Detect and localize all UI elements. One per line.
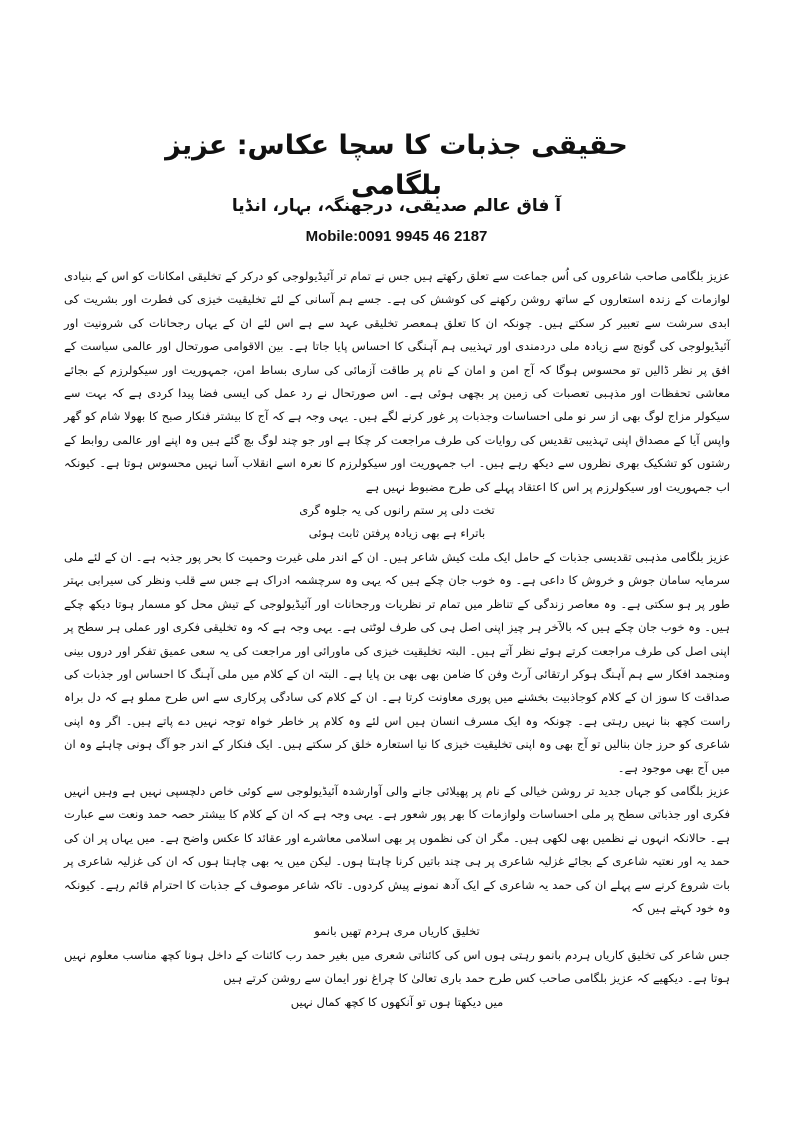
article-body [64,265,730,1014]
paragraph: عزیز بلگامی صاحب شاعروں کی اُس جماعت سے تعلق رکھتے ہیں جس نے تمام تر آئیڈیولوجی کو درکر کے تخلیقی امکانات کو اس کے بنیادی لوازمات کے زندہ استعاروں کے ساتھ روشن رکھنے کی کوشش کی ہے۔ جسے ہم آسانی کے لئے تخلیقیت خیزی کی فطرت اور بشریت کی ابدی سرشت سے تعبیر کر سکتے ہیں۔ چونکہ ان کا تعلق ہمعصر تخلیقی عہد سے ہے اس لئے ان کے یہاں رجحانات کی شرونیت اور آئیڈیولوجی کی گونج سے زیادہ ملی دردمندی اور تہذیبی ہم آہنگی کا احساس پایا جاتا ہے۔ بین الاقوامی صورتحال اور عالمی سیاست کے افق پر نظر ڈالیں تو محسوس ہوگا کہ آج امن و امان کے نام پر طاقت آزمائی کی ساری بساط امن، جمہوریت اور سیکولرزم کے بجائے معاشی تحفظات اور مذہبی تعصبات کی زمین پر بچھی ہوئی ہے۔ اس صورتحال نے رد عمل کی ایسی فضا پیدا کردی ہے کہ بہت سے سیکولر مزاج لوگ بھی از سر نو ملی احساسات وجذبات پر غور کرنے لگے ہیں۔ یہی وجہ ہے کہ آج کا بیشتر فنکار صبح کا بھولا شام کو گھر واپس آیا کے مصداق اپنی تہذیبی تقدیس کی روایات کی طرف مراجعت کر چکا ہے اور جو چند لوگ بچ گئے ہیں وہ اپنے اور عالمی روابط کے رشتوں کو تشکیک بھری نظروں سے دیکھ رہے ہیں۔ اب جمہوریت اور سیکولرزم کا نعرہ اسے انقلاب آسا نہیں محسوس ہوتا ہے۔ کیونکہ اب جمہوریت اور سیکولرزم پر اس کا اعتقاد پہلے کی طرح مضبوط نہیں ہے [64,269,730,494]
author-line: آ فاق عالم صدیقی، درجھنگہ، بہار، انڈیا [231,196,562,216]
paragraph: عزیز بلگامی مذہبی تقدیسی جذبات کے حامل ایک ملت کیش شاعر ہیں۔ ان کے اندر ملی غیرت وحمیت کا بحر پور جذبہ ہے۔ ان کے لئے ملی سرمایہ سامان جوش و خروش کا داعی ہے۔ وہ خوب جان چکے ہیں کہ یہی وہ سرچشمہ ادراک ہے جس سے قلب ونظر کی سیرابی بہتر طور پر ہو سکتی ہے۔ وہ معاصر زندگی کے تناظر میں تمام تر نظریات ورجحانات اور آئیڈیولوجی کے تیش محل کو مسمار ہوتا دیکھ چکے ہیں۔ وہ خوب جان چکے ہیں کہ بالآخر ہر چیز اپنی اصل ہی کی طرف لوٹتی ہے۔ یہی وجہ ہے کہ وہ تخلیقی فکری اور عملی ہر سطح پر اپنی اصل کی طرف مراجعت کرتے ہوئے نظر آتے ہیں۔ البتہ تخلیقیت خیزی کی ماورائی اور مراجعت کی یہ سعی عمیق تفکر اور دروں بینی ومنجمد افکار سے ہم آہنگ ہوکر ارتقائی آرٹ وفن کا ضامن بھی بھی بن پایا ہے۔ البتہ ان کے کلام میں ملی آہنگ کا احساس اور جذبات کی صداقت کا سوز ان کے کلام کوجاذبیت بخشنے میں پوری معاونت کرتا ہے۔ ان کے کلام کی سادگی پرکاری سے اس طرح مملو ہے کہ دل براہ راست کچھ بنا نہیں رہتی ہے۔ چونکہ وہ ایک مسرف انسان ہیں اس لئے وہ کلام پر خاطر خواہ توجہ نہیں دے پاتے ہیں۔ اگر وہ اپنی شاعری کو حرز جان بنالیں تو آج بھی وہ اپنی تخلیقیت خیزی کا نیا استعارہ خلق کر سکتے ہیں۔ ایک فنکار کے اندر جو آگ ہونی چاہئے وہ ان میں آج بھی موجود ہے۔ [64,549,730,775]
page-title: حقیقی جذبات کا سچا عکاس: عزیز بلگامی [165,130,628,201]
verse-line: باتراء ہے بھی زیادہ پرفتن ثابت ہوئی [308,526,486,541]
mobile-number: Mobile:0091 9945 46 2187 [305,228,488,245]
verse-line: تخلیق کاریاں مری ہردم تھیں بانمو [314,924,480,939]
paragraph: عزیز بلگامی کو جہاں جدید تر روشن خیالی کے نام پر پھیلائی جانے والی آوارشدہ آئیڈیولوجی سے کوئی خاص دلچسپی نہیں ہے وہیں انہیں فکری اور جذباتی سطح پر ملی احساسات ولوازمات کا بھر پور شعور ہے۔ یہی وجہ ہے کہ ان کے کلام کا بیشتر حصہ حمد ونعت سے عبارت ہے۔ حالانکہ انہوں نے نظمیں بھی لکھی ہیں۔ مگر ان کی نظموں پر بھی اسلامی معاشرے اور عقائد کا عکس واضح ہے۔ میں یہاں پر ان کی حمد یہ اور نعتیہ شاعری کے بجائے غزلیہ شاعری پر ہی چند باتیں کرنا چاہتا ہوں۔ لیکن میں یہ بھی چاہتا ہوں کہ ان کی غزلیہ شاعری پر بات شروع کرنے سے پہلے ان کی حمد یہ شاعری کے ایک آدھ نمونے پیش کردوں۔ تاکہ شاعر موصوف کے جذبات کا احترام قائم رہے۔ کیونکہ وہ خود کہتے ہیں کہ [64,783,730,915]
verse-line: تخت دلی پر ستم رانوں کی یہ جلوہ گری [299,503,495,518]
verse-line: میں دیکھتا ہوں تو آنکھوں کا کچھ کمال نہیں [290,994,504,1009]
paragraph: جس شاعر کی تخلیق کاریاں ہردم بانمو رہتی ہوں اس کی کائناتی شعری میں بغیر حمد رب کائنات کے داخل ہونا کچھ مناسب معلوم نہیں ہوتا ہے۔ دیکھیے کہ عزیز بلگامی صاحب کس طرح حمد باری تعالیٰ کا چراغ نور ایمان سے روشن کرتے ہیں [64,947,730,986]
